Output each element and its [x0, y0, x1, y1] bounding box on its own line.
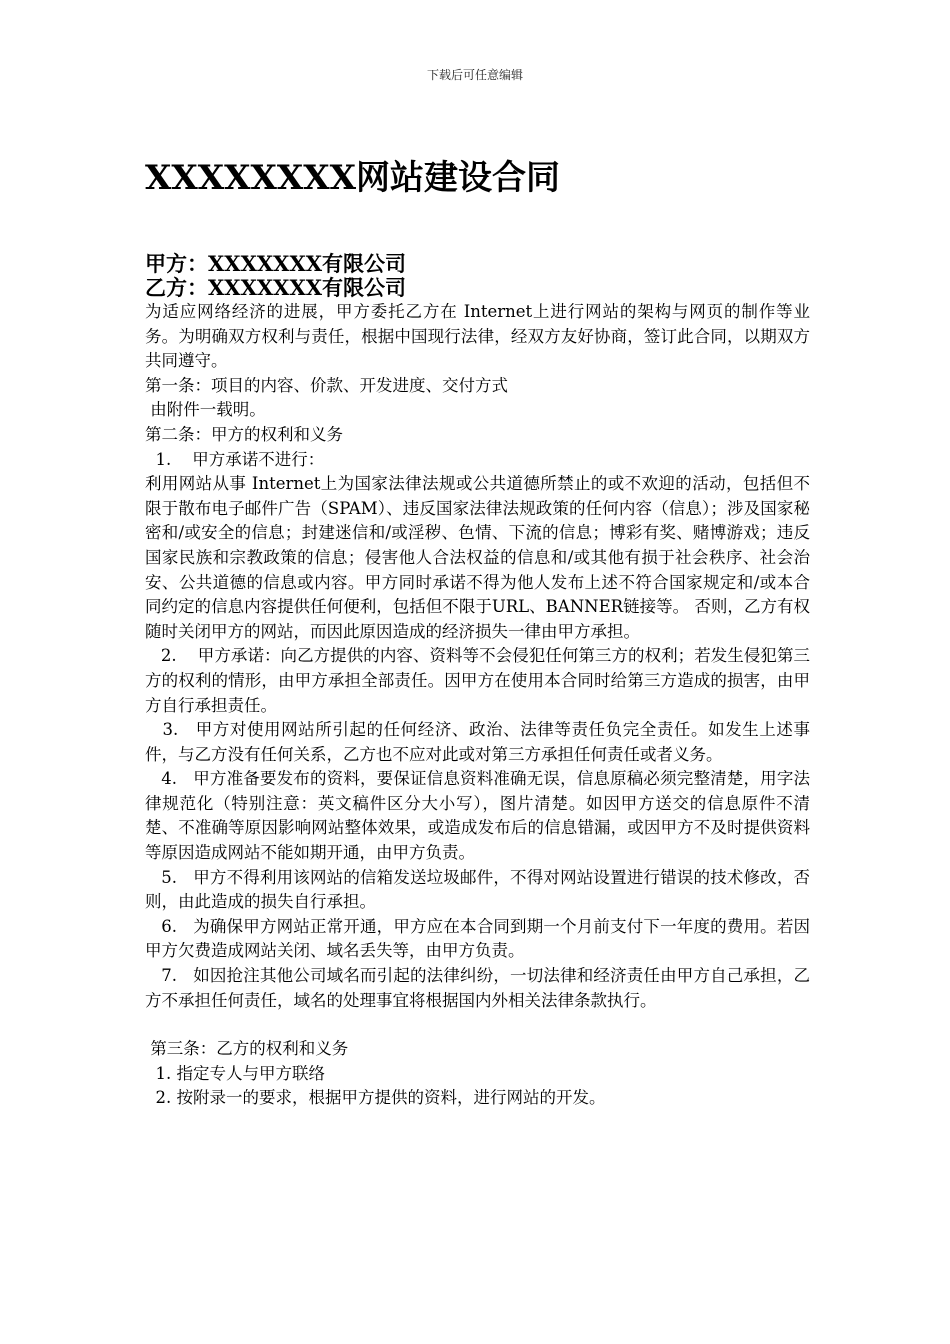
document-title: XXXXXXXX网站建设合同: [145, 158, 561, 198]
article-2-item-1-title: 1. 甲方承诺不进行：: [145, 449, 325, 469]
article-3-item-1: 1. 指定专人与甲方联络: [145, 1063, 325, 1083]
article-3-item-2: 2. 按附录一的要求，根据甲方提供的资料，进行网站的开发。: [145, 1088, 606, 1108]
article-2-item-4: 4. 甲方准备要发布的资料，要保证信息资料准确无误，信息原稿必须完整清楚，用字法律规范化（特别注意：英文稿件区分大小写），图片清楚。如因甲方送交的信息原件不清楚、不准确等原因影响网站整体效果，或造成发布后的信息错漏，或因甲方不及时提供资料等原因造成网站不能如期开通，由甲方负责。: [145, 769, 810, 863]
article-1-heading: 第一条：项目的内容、价款、开发进度、交付方式: [145, 375, 508, 395]
article-1-text: 由附件一载明。: [145, 400, 266, 420]
article-2-item-2: 2. 甲方承诺：向乙方提供的内容、资料等不会侵犯任何第三方的权利；若发生侵犯第三方的权利的情形，由甲方承担全部责任。因甲方在使用本合同时给第三方造成的损害，由甲方自行承担责任。: [145, 646, 810, 715]
intro-paragraph: 为适应网络经济的进展，甲方委托乙方在 Internet上进行网站的架构与网页的制作等业务。为明确双方权利与责任，根据中国现行法律，经双方友好协商，签订此合同，以期双方共同遵守。: [145, 302, 810, 371]
paragraph-gap: [145, 1013, 810, 1037]
article-2-item-3: 3. 甲方对使用网站所引起的任何经济、政治、法律等责任负完全责任。如发生上述事件，与乙方没有任何关系，乙方也不应对此或对第三方承担任何责任或者义务。: [145, 720, 810, 764]
party-b: 乙方：XXXXXXX有限公司: [145, 275, 407, 300]
article-3-heading: 第三条：乙方的权利和义务: [145, 1039, 349, 1059]
article-2-heading: 第二条：甲方的权利和义务: [145, 424, 343, 444]
article-2-item-7: 7. 如因抢注其他公司域名而引起的法律纠纷，一切法律和经济责任由甲方自己承担，乙方不承担任何责任，域名的处理事宜将根据国内外相关法律条款执行。: [145, 966, 810, 1010]
article-2-item-5: 5. 甲方不得利用该网站的信箱发送垃圾邮件，不得对网站设置进行错误的技术修改，否则，由此造成的损失自行承担。: [145, 867, 810, 912]
article-2-item-1-body: 利用网站从事 Internet上为国家法律法规或公共道德所禁止的或不欢迎的活动，包括但不限于散布电子邮件广告（SPAM）、违反国家法律法规政策的任何内容（信息）；涉及国家秘密和/或安全的信息；封建迷信和/或淫秽、色情、下流的信息；博彩有奖、赌博游戏；违反国家民族和宗教政策的信息；侵害他人合法权益的信息和/或其他有损于社会秩序、社会治安、公共道德的信息或内容。甲方同时承诺不得为他人发布上述不符合国家规定和/或本合同约定的信息内容提供任何便利，包括但不限于URL、BANNER链接等。 否则，乙方有权随时关闭甲方的网站，而因此原因造成的经济损失一律由甲方承担。: [145, 474, 810, 641]
header-note: 下载后可任意编辑: [426, 68, 523, 82]
article-2-item-6: 6. 为确保甲方网站正常开通，甲方应在本合同到期一个月前支付下一年度的费用。若因甲方欠费造成网站关闭、域名丢失等，由甲方负责。: [145, 916, 810, 961]
contract-body: [145, 300, 810, 1111]
party-a: 甲方：XXXXXXX有限公司: [145, 251, 407, 276]
